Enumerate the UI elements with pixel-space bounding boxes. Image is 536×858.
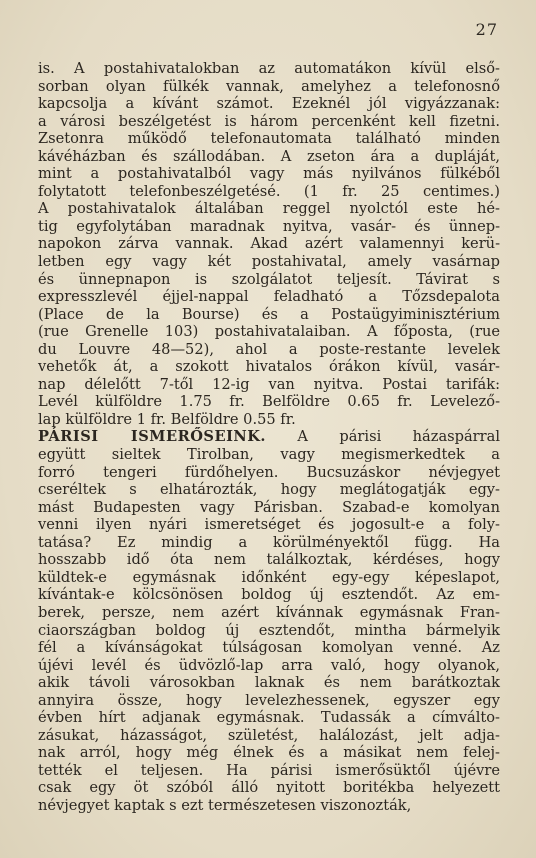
text-line: csak egy öt szóból álló nyitott boritékba helyezett — [38, 779, 500, 797]
text-line: (Place de la Bourse) és a Postaügyiminisztérium — [38, 305, 500, 323]
section-heading: PÁRISI ISMERŐSEINK. — [38, 428, 266, 446]
text-line: ciaországban boldog új esztendőt, mintha bármelyik — [38, 621, 500, 639]
text-line: cseréltek s elhatározták, hogy meglátogatják egy- — [38, 481, 500, 499]
text-line: is. A postahivatalokban az automatákon kívül első- — [38, 60, 500, 77]
text-line: nak arról, hogy még élnek és a másikat nem felej- — [38, 744, 500, 762]
page-number: 27 — [475, 20, 498, 39]
text-line — [38, 428, 500, 446]
text-line: névjegyet kaptak s ezt természetesen viszonozták, — [38, 796, 412, 814]
text-line: napokon zárva vannak. Akad azért valamennyi kerü- — [38, 235, 500, 253]
text-line: expresszlevél éjjel-nappal feladható a Tőzsdepalota — [38, 288, 500, 306]
text-line: évben hírt adjanak egymásnak. Tudassák a címválto- — [38, 709, 500, 727]
text-line: fél a kívánságokat túlságosan komolyan venné. Az — [38, 639, 500, 657]
text-line: kívántak-e kölcsönösen boldog új esztendőt. Az em- — [38, 586, 500, 604]
text-line: du Louvre 48—52), ahol a poste-restante levelek — [38, 340, 500, 358]
text-line: (rue Grenelle 103) postahivatalaiban. A főposta, (rue — [38, 323, 500, 341]
text-line: tették el teljesen. Ha párisi ismerősüktől újévre — [38, 761, 500, 779]
text-line: újévi levél és üdvözlő-lap arra való, hogy olyanok, — [38, 656, 500, 674]
text-line: a városi beszélgetést is három percenként kell fizetni. — [38, 112, 500, 130]
body-text — [38, 60, 500, 815]
text-line: letben egy vagy két postahivatal, amely vasárnap — [38, 253, 500, 271]
text-line: berek, persze, nem azért kívánnak egymásnak Fran- — [38, 603, 500, 621]
text-line: és ünnepnapon is szolgálatot teljesít. Távirat s — [38, 270, 500, 288]
text-line: zásukat, házasságot, születést, halálozást, jelt adja- — [38, 726, 500, 744]
text-line: sorban olyan fülkék vannak, amelyhez a telefonosnő — [38, 77, 500, 95]
text-line: küldtek-e egymásnak időnként egy-egy képeslapot, — [38, 568, 500, 586]
text-line: vehetők át, a szokott hivatalos órákon kívül, vasár- — [38, 358, 500, 376]
text-line: kávéházban és szállodában. A zseton ára a dupláját, — [38, 147, 500, 165]
text-line: A postahivatalok általában reggel nyolctól este hé- — [38, 200, 500, 218]
text-line: tig egyfolytában maradnak nyitva, vasár- és ünnep- — [38, 217, 500, 235]
text-line: lap külföldre 1 fr. Belföldre 0.55 fr. — [38, 410, 296, 428]
section-heading-continuation: A párisi házaspárral — [266, 428, 500, 446]
text-line: nap délelőtt 7-től 12-ig van nyitva. Postai tarifák: — [38, 375, 500, 393]
text-line: forró tengeri fürdőhelyen. Bucsuzáskor névjegyet — [38, 463, 500, 481]
text-line: Levél külföldre 1.75 fr. Belföldre 0.65 fr. Levelező- — [38, 393, 500, 411]
text-line: annyira össze, hogy levelezhessenek, egyszer egy — [38, 691, 500, 709]
text-line: kapcsolja a kívánt számot. Ezeknél jól vigyázzanak: — [38, 95, 500, 113]
text-line: akik távoli városokban laknak és nem barátkoztak — [38, 674, 500, 692]
text-line: venni ilyen nyári ismeretséget és jogosult-e a foly- — [38, 516, 500, 534]
text-line: folytatott telefonbeszélgetésé. (1 fr. 25 centimes.) — [38, 182, 500, 200]
text-line: tatása? Ez mindig a körülményektől függ. Ha — [38, 533, 500, 551]
text-line: mást Budapesten vagy Párisban. Szabad-e komolyan — [38, 498, 500, 516]
text-line: Zsetonra működő telefonautomata található minden — [38, 130, 500, 148]
text-line: együtt sieltek Tirolban, vagy megismerkedtek a — [38, 446, 500, 464]
text-line: hosszabb idő óta nem találkoztak, kérdéses, hogy — [38, 551, 500, 569]
text-line: mint a postahivatalból vagy más nyilvános fülkéből — [38, 165, 500, 183]
